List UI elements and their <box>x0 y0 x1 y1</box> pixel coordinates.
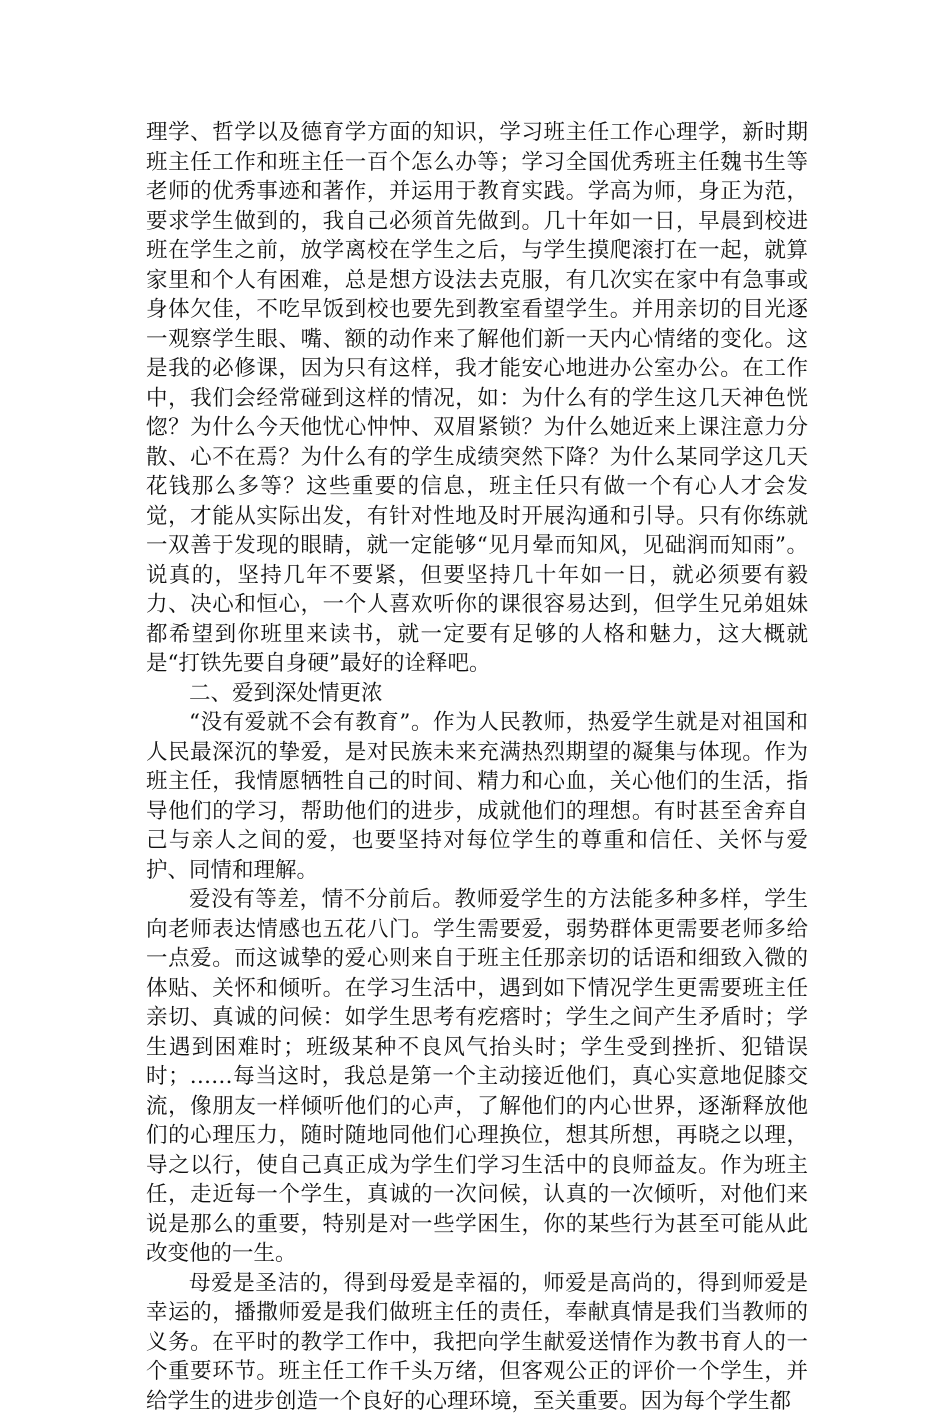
paragraph-continuation: 理学、哲学以及德育学方面的知识，学习班主任工作心理学，新时期班主任工作和班主任一百个怎么办等；学习全国优秀班主任魏书生等老师的优秀事迹和著作，并运用于教育实践。学高为师，身正为范，要求学生做到的，我自己必须首先做到。几十年如一日，早晨到校进班在学生之前，放学离校在学生之后，与学生摸爬滚打在一起，就算家里和个人有困难，总是想方设法去克服，有几次实在家中有急事或身体欠佳，不吃早饭到校也要先到教室看望学生。并用亲切的目光逐一观察学生眼、嘴、额的动作来了解他们新一天内心情绪的变化。这是我的必修课，因为只有这样，我才能安心地进办公室办公。在工作中，我们会经常碰到这样的情况，如：为什么有的学生这几天神色恍惚？为什么今天他忧心忡忡、双眉紧锁？为什么她近来上课注意力分散、心不在焉？为什么有的学生成绩突然下降？为什么某同学这几天花钱那么多等？这些重要的信息，班主任只有做一个有心人才会发觉，才能从实际出发，有针对性地及时开展沟通和引导。只有你练就一双善于发现的眼睛，就一定能够“见月晕而知风，见础润而知雨”。说真的，坚持几年不要紧，但要坚持几十年如一日，就必须要有毅力、决心和恒心，一个人喜欢听你的课很容易达到，但学生兄弟姐妹都希望到你班里来读书，就一定要有足够的人格和魅力，这大概就是“打铁先要自身硬”最好的诠释吧。 <box>146 118 808 679</box>
section-heading: 二、爱到深处情更浓 <box>146 679 808 709</box>
paragraph: 母爱是圣洁的，得到母爱是幸福的，师爱是高尚的，得到师爱是幸运的，播撒师爱是我们做班主任的责任，奉献真情是我们当教师的义务。在平时的教学工作中，我把向学生献爱送情作为教书育人的一个重要环节。班主任工作千头万绪，但客观公正的评价一个学生，并给学生的进步创造一个良好的心理环境，至关重要。因为每个学生都 <box>146 1269 808 1416</box>
paragraph: 爱没有等差，情不分前后。教师爱学生的方法能多种多样，学生向老师表达情感也五花八门。学生需要爱，弱势群体更需要老师多给一点爱。而这诚挚的爱心则来自于班主任那亲切的话语和细致入微的体贴、关怀和倾听。在学习生活中，遇到如下情况学生更需要班主任亲切、真诚的问候：如学生思考有疙瘩时；学生之间产生矛盾时；学生遇到困难时；班级某种不良风气抬头时；学生受到挫折、犯错误时；……每当这时，我总是第一个主动接近他们，真心实意地促膝交流，像朋友一样倾听他们的心声，了解他们的内心世界，逐渐释放他们的心理压力，随时随地同他们心理换位，想其所想，再晓之以理，导之以行，使自己真正成为学生们学习生活中的良师益友。作为班主任，走近每一个学生，真诚的一次问候，认真的一次倾听，对他们来说是那么的重要，特别是对一些学困生，你的某些行为甚至可能从此改变他的一生。 <box>146 885 808 1269</box>
paragraph: “没有爱就不会有教育”。作为人民教师，热爱学生就是对祖国和人民最深沉的挚爱，是对民族未来充满热烈期望的凝集与体现。作为班主任，我情愿牺牲自己的时间、精力和心血，关心他们的生活，指导他们的学习，帮助他们的进步，成就他们的理想。有时甚至舍弃自己与亲人之间的爱，也要坚持对每位学生的尊重和信任、关怀与爱护、同情和理解。 <box>146 708 808 885</box>
document-page <box>146 118 808 1416</box>
